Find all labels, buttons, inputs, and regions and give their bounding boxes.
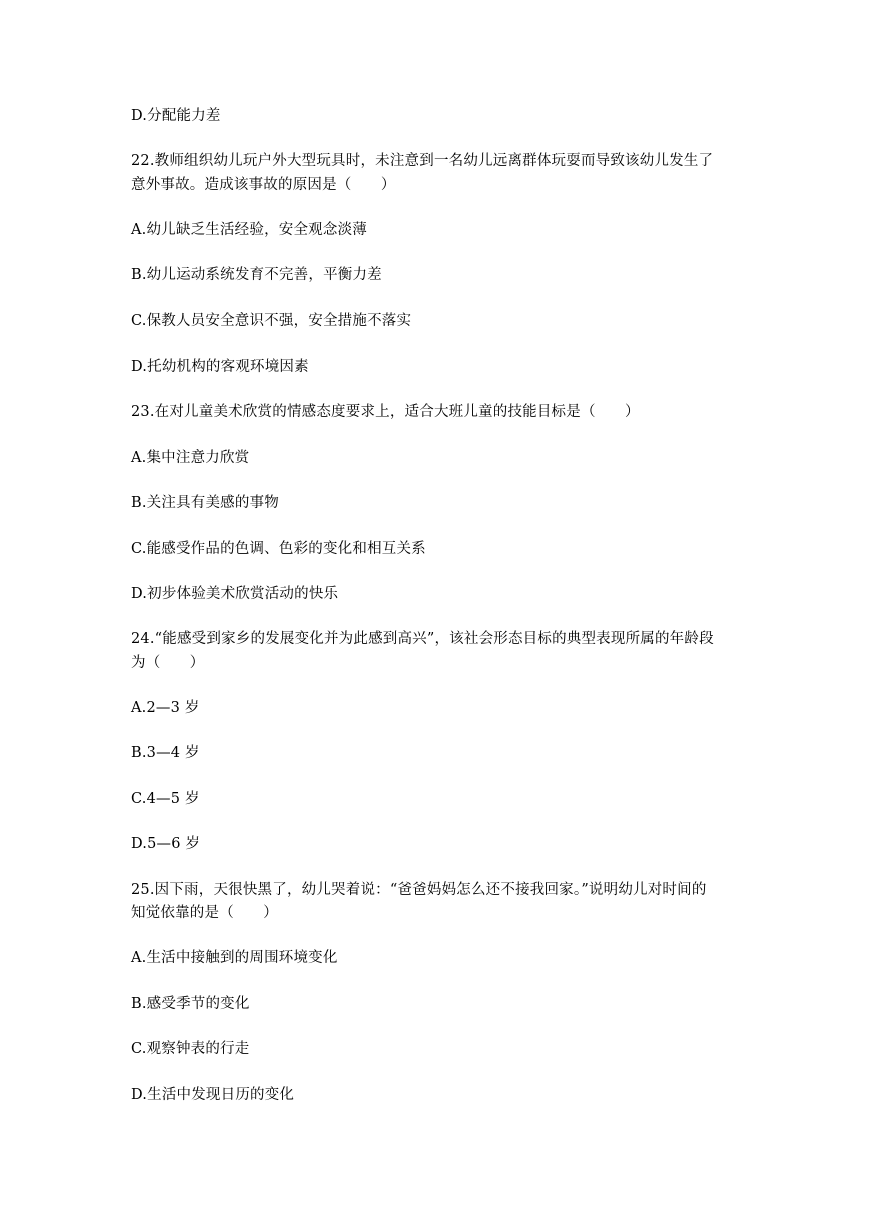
q23-stem-line1: 23.在对儿童美术欣赏的情感态度要求上，适合大班儿童的技能目标是（ ） <box>131 404 640 420</box>
q22-option-c: C.保教人员安全意识不强，安全措施不落实 <box>131 313 412 329</box>
q25-stem-line2: 知觉依靠的是（ ） <box>131 905 278 921</box>
q25-option-d: D.生活中发现日历的变化 <box>131 1087 295 1103</box>
q24-option-b: B.3—4 岁 <box>131 745 200 761</box>
q23-option-c: C.能感受作品的色调、色彩的变化和相互关系 <box>131 541 426 557</box>
q24-stem-line2: 为（ ） <box>131 655 205 671</box>
q21-option-d: D.分配能力差 <box>131 108 221 124</box>
q25-option-c: C.观察钟表的行走 <box>131 1041 250 1057</box>
q23-option-d: D.初步体验美术欣赏活动的快乐 <box>131 586 339 602</box>
q23-option-a: A.集中注意力欣赏 <box>131 450 250 466</box>
q22-option-d: D.托幼机构的客观环境因素 <box>131 359 309 375</box>
q23-option-b: B.关注具有美感的事物 <box>131 495 279 511</box>
q25-option-b: B.感受季节的变化 <box>131 996 250 1012</box>
q22-option-a: A.幼儿缺乏生活经验，安全观念淡薄 <box>131 222 367 238</box>
q22-stem-line1: 22.教师组织幼儿玩户外大型玩具时，未注意到一名幼儿远离群体玩耍而导致该幼儿发生了 <box>131 153 714 169</box>
q22-option-b: B.幼儿运动系统发育不完善，平衡力差 <box>131 267 382 283</box>
q22-stem-line2: 意外事故。造成该事故的原因是（ ） <box>131 177 396 193</box>
q24-option-c: C.4—5 岁 <box>131 791 200 807</box>
q24-stem-line1: 24.“能感受到家乡的发展变化并为此感到高兴”，该社会形态目标的典型表现所属的年龄段 <box>131 631 714 647</box>
q25-stem-line1: 25.因下雨，天很快黑了，幼儿哭着说：“爸爸妈妈怎么还不接我回家。”说明幼儿对时间的 <box>131 882 707 898</box>
q24-option-d: D.5—6 岁 <box>131 836 201 852</box>
q25-option-a: A.生活中接触到的周围环境变化 <box>131 950 338 966</box>
q24-option-a: A.2—3 岁 <box>131 700 200 716</box>
